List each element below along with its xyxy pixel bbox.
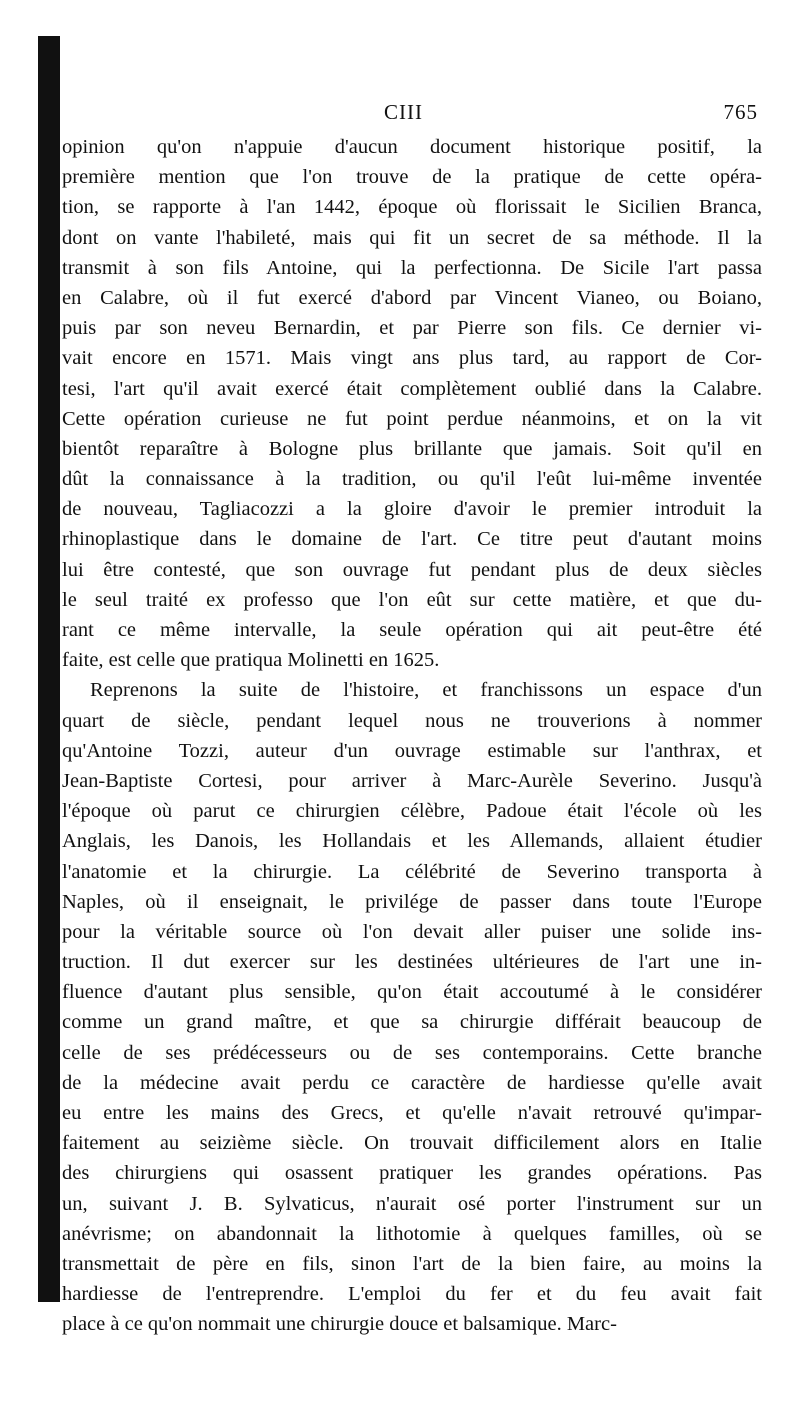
text-line: des chirurgiens qui osassent pratiquer les grandes opérations. Pas [62, 1162, 762, 1185]
text-line: rant ce même intervalle, la seule opération qui ait peut-être été [62, 619, 762, 641]
text-line: qu'Antoine Tozzi, auteur d'un ouvrage estimable sur l'anthrax, et [62, 739, 762, 762]
text-line: l'époque où parut ce chirurgien célèbre, Padoue était l'école où les [62, 800, 762, 823]
text-line: dont on vante l'habileté, mais qui fit un secret de sa méthode. Il la [62, 226, 762, 249]
text-line: Reprenons la suite de l'histoire, et franchissons un espace d'un [90, 679, 762, 702]
text-line: l'anatomie et la chirurgie. La célébrité de Severino transporta à [62, 860, 762, 883]
text-line: puis par son neveu Bernardin, et par Pierre son fils. Ce dernier vi- [62, 317, 762, 340]
text-line: dût la connaissance à la tradition, ou qu'il l'eût lui-même inventée [62, 468, 762, 491]
section-number: CIII [384, 100, 423, 124]
text-line: tesi, l'art qu'il avait exercé était complètement oublié dans la Calabre. [62, 377, 762, 400]
text-line: comme un grand maître, et que sa chirurgie différait beaucoup de [62, 1011, 762, 1034]
page-binding-edge [38, 36, 60, 1302]
running-head [62, 100, 762, 128]
text-line: transmettait de père en fils, sinon l'art de la bien faire, au moins la [62, 1252, 762, 1275]
text-line: quart de siècle, pendant lequel nous ne trouverions à nommer [62, 709, 762, 732]
text-line: faitement au seizième siècle. On trouvait difficilement alors en Italie [62, 1132, 762, 1155]
text-line: de la médecine avait perdu ce caractère de hardiesse qu'elle avait [62, 1071, 762, 1094]
text-line: fluence d'autant plus sensible, qu'on était accoutumé à le considérer [62, 981, 762, 1004]
text-line: truction. Il dut exercer sur les destinées ultérieures de l'art une in- [62, 951, 762, 974]
text-line: vait encore en 1571. Mais vingt ans plus tard, au rapport de Cor- [62, 347, 762, 370]
paragraph [62, 675, 762, 1339]
text-line: rhinoplastique dans le domaine de l'art. Ce titre peut d'autant moins [62, 528, 762, 551]
text-line: de nouveau, Tagliacozzi a la gloire d'avoir le premier introduit la [62, 498, 762, 521]
text-line: Anglais, les Danois, les Hollandais et les Allemands, allaient étudier [62, 830, 762, 853]
text-line: un, suivant J. B. Sylvaticus, n'aurait osé porter l'instrument sur un [62, 1192, 762, 1215]
paragraph [62, 132, 762, 675]
text-line: pour la véritable source où l'on devait aller puiser une solide ins- [62, 920, 762, 943]
text-line: Cette opération curieuse ne fut point perdue néanmoins, et on la vit [62, 407, 762, 430]
text-line: bientôt reparaître à Bologne plus brillante que jamais. Soit qu'il en [62, 437, 762, 460]
text-line: place à ce qu'on nommait une chirurgie douce et balsamique. Marc- [62, 1313, 617, 1336]
text-line: tion, se rapporte à l'an 1442, époque où florissait le Sicilien Branca, [62, 196, 762, 219]
text-line: en Calabre, où il fut exercé d'abord par Vincent Vianeo, ou Boiano, [62, 286, 762, 309]
text-line: transmit à son fils Antoine, qui la perfectionna. De Sicile l'art passa [62, 256, 762, 279]
text-line: le seul traité ex professo que l'on eût sur cette matière, et que du- [62, 588, 762, 611]
text-line: anévrisme; on abandonnait la lithotomie à quelques familles, où se [62, 1222, 762, 1245]
body-text [62, 132, 762, 1340]
text-line: Naples, où il enseignait, le privilége de passer dans toute l'Europe [62, 890, 762, 913]
text-line: opinion qu'on n'appuie d'aucun document historique positif, la [62, 136, 762, 158]
text-line: première mention que l'on trouve de la pratique de cette opéra- [62, 166, 762, 189]
text-line: hardiesse de l'entreprendre. L'emploi du fer et du feu avait fait [62, 1283, 762, 1306]
text-line: Jean-Baptiste Cortesi, pour arriver à Marc-Aurèle Severino. Jusqu'à [62, 769, 762, 792]
page-number: 765 [723, 100, 758, 124]
text-line: lui être contesté, que son ouvrage fut pendant plus de deux siècles [62, 558, 762, 581]
text-line: faite, est celle que pratiqua Molinetti en 1625. [62, 649, 440, 672]
book-page [62, 0, 762, 1411]
text-line: eu entre les mains des Grecs, et qu'elle n'avait retrouvé qu'impar- [62, 1102, 762, 1124]
text-line: celle de ses prédécesseurs ou de ses contemporains. Cette branche [62, 1041, 762, 1064]
